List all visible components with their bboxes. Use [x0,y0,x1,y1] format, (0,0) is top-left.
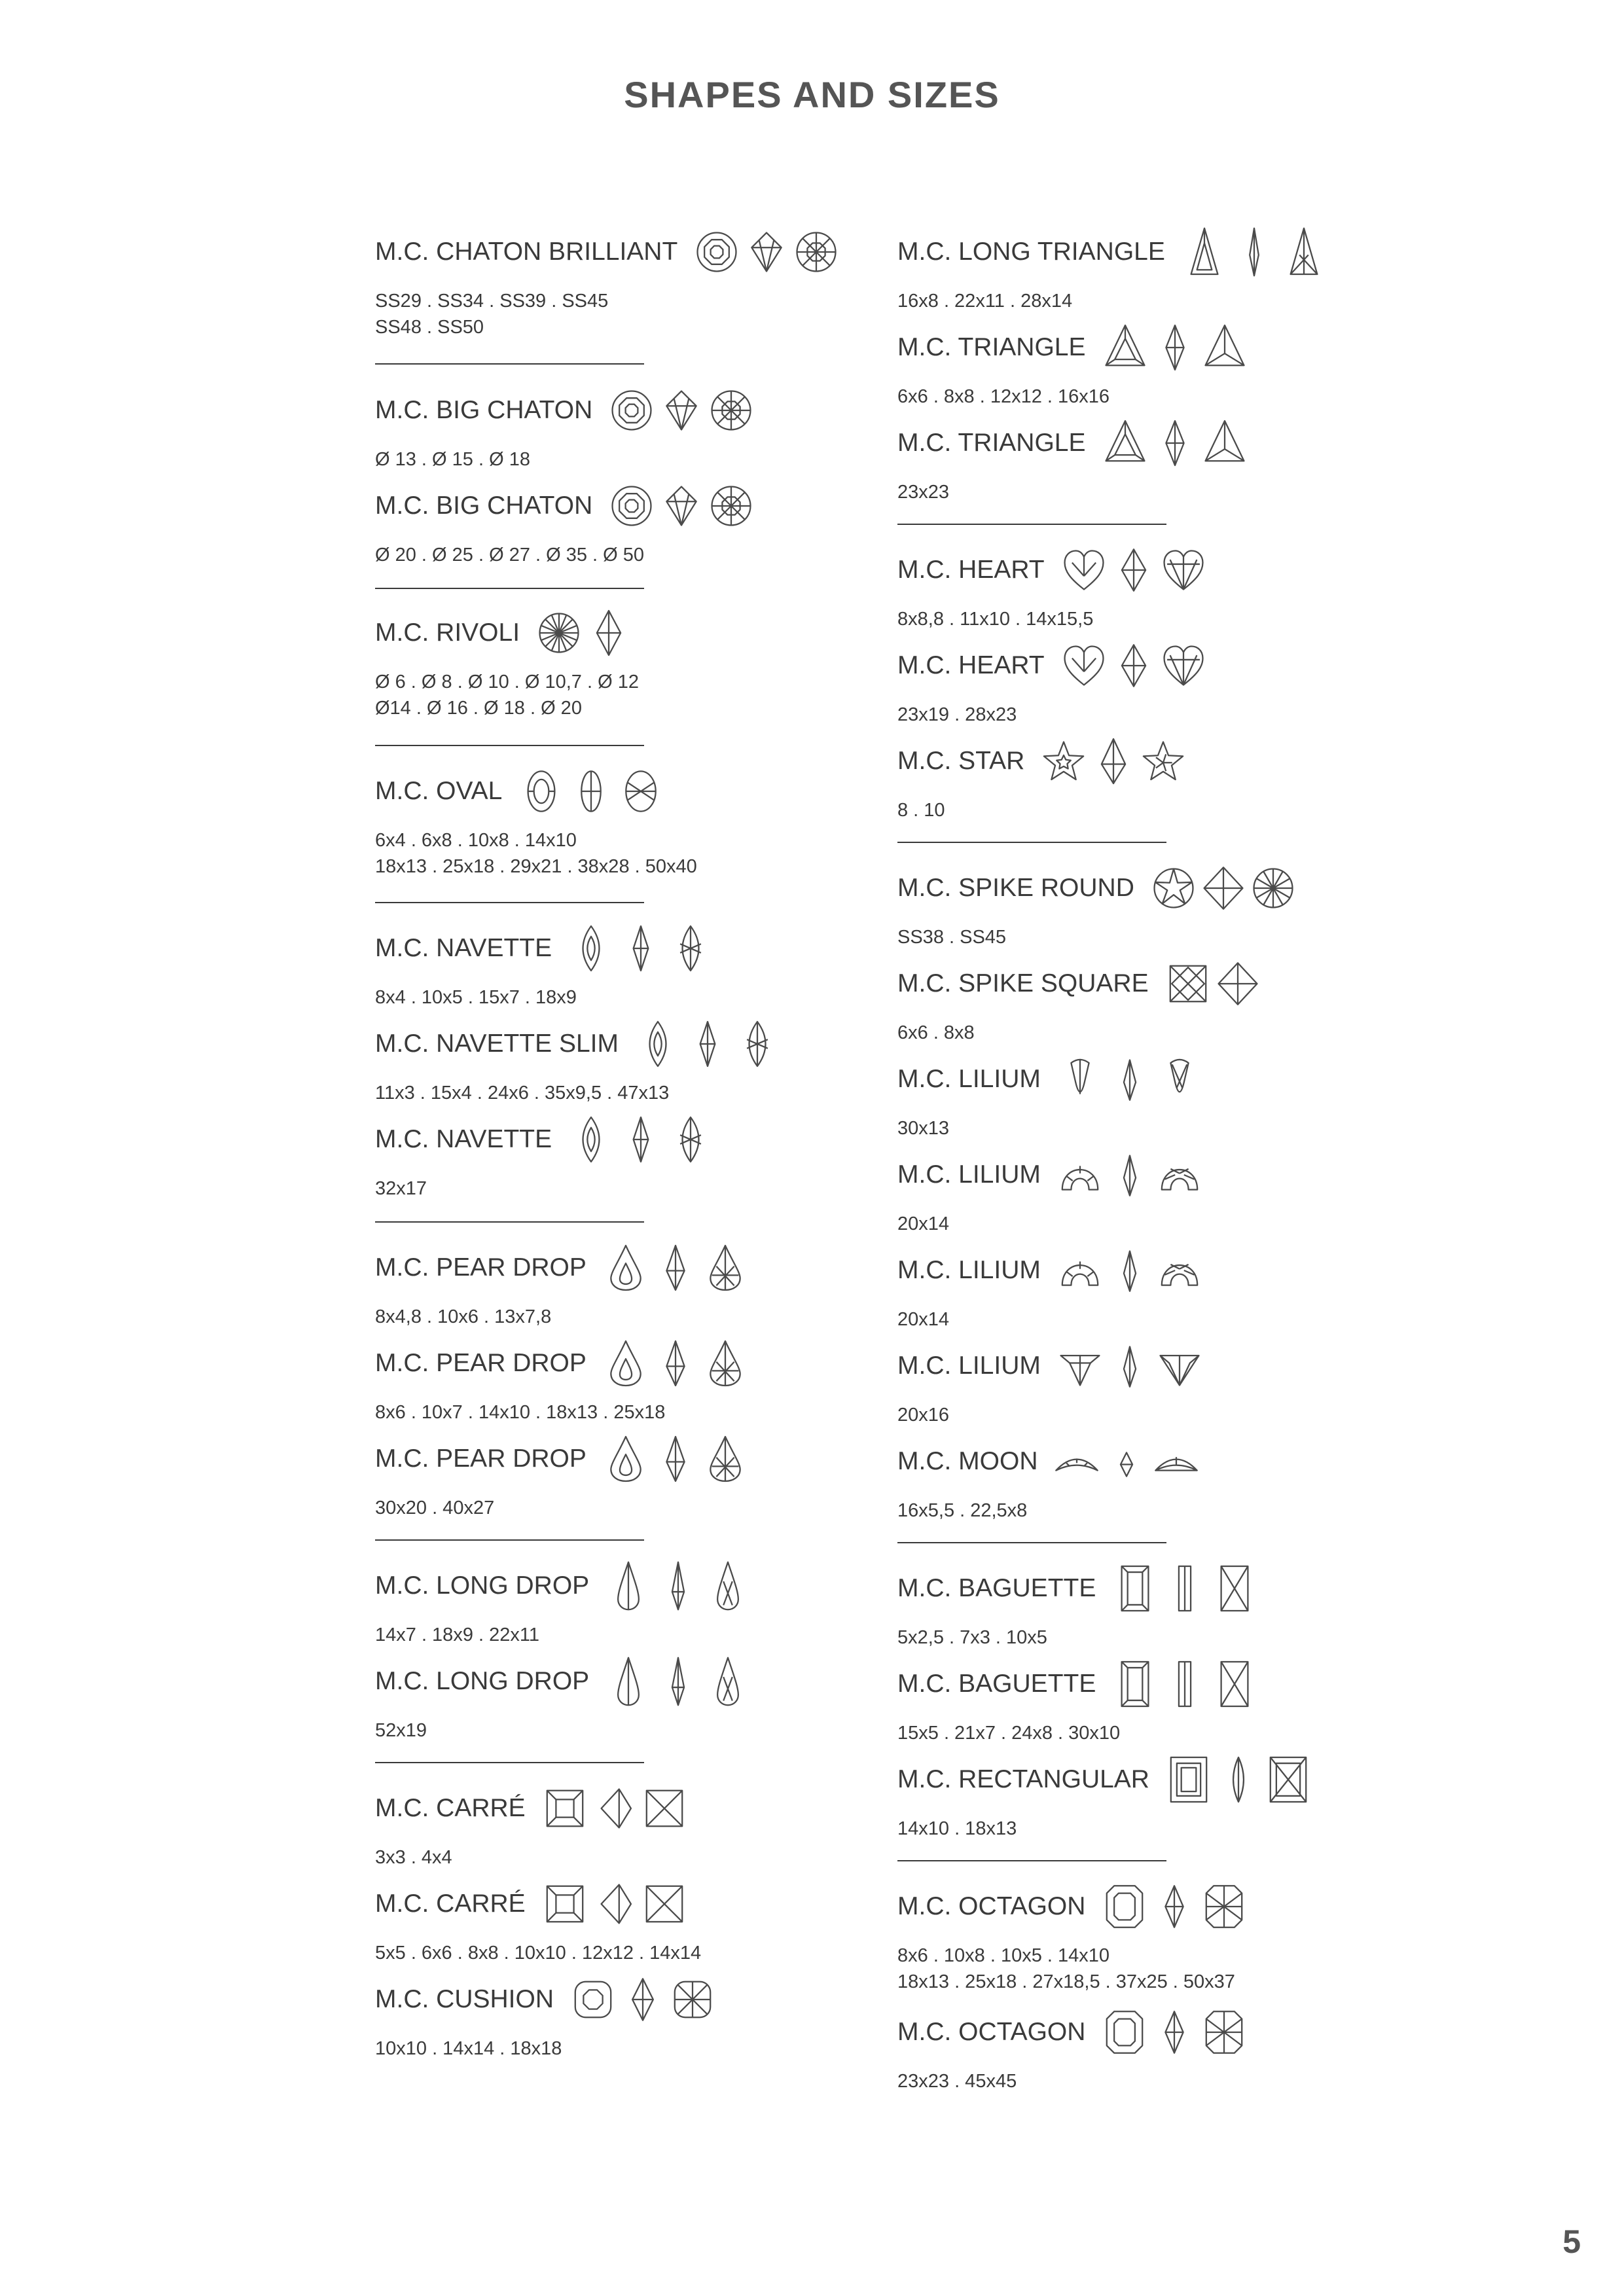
gem-icons [1102,1880,1246,1933]
gem-sizes: 14x10 . 18x13 [897,1818,1017,1839]
spike-side-icon [1201,861,1246,915]
gem-entry-header [897,216,1617,288]
section-divider [897,1860,1166,1861]
round-brilliant-back-icon [709,384,753,437]
lilium-top-icon [1058,1052,1102,1106]
heart-top-icon [1062,543,1106,597]
octagon-back-icon [1202,2005,1246,2059]
long-triangle-top-icon [1182,225,1227,279]
gem-entry [897,948,1617,1046]
pear-back-icon [703,1336,748,1390]
square-back-icon [642,1877,687,1931]
octagon-side-icon [1152,1880,1197,1933]
gem-icons [609,479,753,533]
gem-entry-header [897,1139,1617,1211]
gem-name: M.C. LILIUM [897,1065,1041,1093]
navette-side-icon [619,1113,663,1166]
gem-sizes: 8x4 . 10x5 . 15x7 . 18x9 [375,987,577,1008]
gem-sizes: 8 . 10 [897,800,945,821]
gem-sizes: Ø 13 . Ø 15 . Ø 18 [375,449,530,470]
gem-icons [1055,1435,1199,1488]
arch-back-icon [1157,1148,1202,1202]
gem-sizes: 5x5 . 6x6 . 8x8 . 10x10 . 12x12 . 14x14 [375,1943,702,1964]
navette-back-icon [735,1017,780,1071]
gem-sizes: 14x7 . 18x9 . 22x11 [375,1624,539,1645]
triangle-top-icon [1103,416,1147,470]
gem-sizes: Ø 6 . Ø 8 . Ø 10 . Ø 10,7 . Ø 12 Ø14 . Ø 16 . Ø 18 . Ø 20 [375,672,639,719]
section-divider [375,1221,644,1223]
section-divider [375,588,644,589]
round-brilliant-back-icon [794,225,839,279]
gem-name: M.C. CUSHION [375,1985,554,2013]
gem-sizes: 20x14 [897,1213,950,1234]
section-divider [897,524,1166,525]
pear-side-icon [653,1241,698,1295]
gem-entry [897,1996,1617,2094]
triangle-top-icon [1103,321,1147,374]
rectangle-top-icon [1166,1753,1211,1806]
long-drop-top-icon [606,1559,651,1613]
long-drop-top-icon [606,1655,651,1708]
gem-sizes: 15x5 . 21x7 . 24x8 . 30x10 [897,1723,1121,1744]
gem-icons [1058,1339,1202,1393]
chaton-side-icon [659,479,704,533]
lilium-v-back-icon [1157,1339,1202,1393]
lilium-back-icon [1157,1052,1202,1106]
navette-side-icon [619,922,663,975]
baguette-side-icon [1163,1657,1207,1711]
gem-entry [897,1648,1617,1746]
gem-entry-header [897,1234,1617,1306]
gem-icons [1062,639,1206,692]
section-divider [375,1762,644,1763]
gem-entry [897,1139,1617,1237]
gem-sizes: 6x6 . 8x8 . 12x12 . 16x16 [897,386,1110,407]
square-top-icon [543,1782,587,1835]
lilium-side-icon [1108,1052,1152,1106]
cushion-top-icon [571,1973,615,2026]
pear-back-icon [703,1241,748,1295]
oval-top-icon [519,764,564,818]
heart-top-icon [1062,639,1106,692]
gem-entry-header [897,1043,1617,1115]
gem-sizes: 8x6 . 10x8 . 10x5 . 14x10 18x13 . 25x18 . 27x18,5 . 37x25 . 50x37 [897,1945,1235,1992]
gem-entry-header [897,1871,1617,1943]
gem-entry [897,1330,1617,1428]
gem-icons [1062,543,1206,597]
lilium-side-icon [1108,1339,1152,1393]
spike-round-top-icon [1151,861,1196,915]
gem-entry [897,1871,1617,1995]
navette-back-icon [668,922,713,975]
gem-icons [1058,1244,1202,1297]
gem-icons [1166,1753,1310,1806]
pear-back-icon [703,1432,748,1486]
gem-name: M.C. LILIUM [897,1256,1041,1284]
gem-name: M.C. TRIANGLE [897,333,1086,361]
cushion-back-icon [670,1973,715,2026]
star-back-icon [1141,734,1185,788]
gem-name: M.C. MOON [897,1447,1038,1475]
gem-name: M.C. BIG CHATON [375,492,593,520]
navette-back-icon [668,1113,713,1166]
triangle-back-icon [1202,321,1247,374]
gem-name: M.C. CARRÉ [375,1890,526,1918]
cushion-side-icon [621,1973,665,2026]
gem-name: M.C. SPIKE SQUARE [897,969,1149,997]
gem-icons [606,1655,750,1708]
gem-entry [897,1043,1617,1141]
gem-icons [606,1559,750,1613]
gem-sizes: 30x13 [897,1118,950,1139]
section-divider [897,1542,1166,1543]
gem-name: M.C. OCTAGON [897,2018,1086,2046]
baguette-top-icon [1113,1562,1157,1615]
gem-sizes: Ø 20 . Ø 25 . Ø 27 . Ø 35 . Ø 50 [375,545,645,565]
gem-icons [543,1877,687,1931]
pear-top-icon [604,1336,648,1390]
gem-name: M.C. NAVETTE [375,1125,552,1153]
baguette-back-icon [1212,1657,1257,1711]
lilium-side-icon [1108,1244,1152,1297]
gem-name: M.C. PEAR DROP [375,1444,586,1473]
gem-icons [636,1017,780,1071]
arch-back-icon [1157,1244,1202,1297]
gem-sizes: 20x16 [897,1405,950,1426]
gem-icons [571,1973,715,2026]
gem-entry [897,1744,1617,1842]
moon-side-icon [1104,1435,1149,1488]
gem-icons [1113,1657,1257,1711]
long-drop-back-icon [706,1559,750,1613]
gem-sizes: 8x6 . 10x7 . 14x10 . 18x13 . 25x18 [375,1402,666,1423]
gem-entry [897,852,1617,950]
gem-name: M.C. NAVETTE SLIM [375,1030,619,1058]
gem-sizes: 10x10 . 14x14 . 18x18 [375,2038,562,2059]
chaton-side-icon [659,384,704,437]
gem-name: M.C. CARRÉ [375,1794,526,1822]
page-title: SHAPES AND SIZES [624,74,1000,115]
gem-entry [897,1552,1617,1651]
section-divider [375,745,644,746]
rivoli-side-icon [586,606,631,660]
gem-icons [604,1241,748,1295]
gem-name: M.C. LILIUM [897,1352,1041,1380]
long-triangle-side-icon [1232,225,1276,279]
gem-name: M.C. OCTAGON [897,1892,1086,1920]
gem-icons [1058,1148,1202,1202]
gem-icons [569,1113,713,1166]
gem-entry-header [897,1426,1617,1498]
section-divider [375,363,644,365]
gem-sizes: 6x4 . 6x8 . 10x8 . 14x10 18x13 . 25x18 . 29x21 . 38x28 . 50x40 [375,830,697,877]
gem-name: M.C. LONG DROP [375,1667,590,1695]
gem-entry-header [897,1552,1617,1624]
gem-icons [604,1336,748,1390]
gem-entry [897,630,1617,728]
gem-sizes: 16x8 . 22x11 . 28x14 [897,291,1073,312]
gem-entry [897,407,1617,505]
gem-sizes: 5x2,5 . 7x3 . 10x5 [897,1627,1047,1648]
gem-name: M.C. CHATON BRILLIANT [375,238,678,266]
gem-entry [897,312,1617,410]
gem-name: M.C. PEAR DROP [375,1349,586,1377]
moon-back-icon [1154,1435,1199,1488]
lilium-side-icon [1108,1148,1152,1202]
gem-icons [1113,1562,1257,1615]
navette-top-icon [636,1017,680,1071]
gem-icons [1103,416,1247,470]
triangle-side-icon [1153,321,1197,374]
gem-name: M.C. RECTANGULAR [897,1765,1149,1793]
round-brilliant-top-icon [695,225,739,279]
pear-top-icon [604,1241,648,1295]
gem-sizes: 23x23 . 45x45 [897,2071,1017,2092]
round-brilliant-back-icon [709,479,753,533]
gem-sizes: 32x17 [375,1178,427,1199]
gem-icons [1102,2005,1246,2059]
gem-entry-header [897,725,1617,797]
gem-sizes: SS38 . SS45 [897,927,1007,948]
navette-top-icon [569,922,613,975]
gem-sizes: 23x19 . 28x23 [897,704,1017,725]
octagon-top-icon [1102,1880,1147,1933]
gem-icons [1151,861,1295,915]
gem-entry-header [897,852,1617,924]
gem-name: M.C. TRIANGLE [897,429,1086,457]
rivoli-top-icon [537,606,581,660]
triangle-side-icon [1153,416,1197,470]
square-top-icon [543,1877,587,1931]
gem-sizes: 11x3 . 15x4 . 24x6 . 35x9,5 . 47x13 [375,1083,670,1103]
spike-square-top-icon [1166,957,1210,1011]
spike-round-back-icon [1251,861,1295,915]
lilium-v-top-icon [1058,1339,1102,1393]
gem-entry-header [897,534,1617,606]
baguette-side-icon [1163,1562,1207,1615]
gem-name: M.C. LONG DROP [375,1571,590,1600]
gem-name: M.C. BAGUETTE [897,1574,1096,1602]
gem-icons [1182,225,1326,279]
baguette-top-icon [1113,1657,1157,1711]
gem-entry [897,1234,1617,1333]
gem-sizes: 3x3 . 4x4 [375,1847,452,1868]
gem-entry-header [897,407,1617,479]
gem-name: M.C. NAVETTE [375,934,552,962]
round-brilliant-top-icon [609,479,654,533]
navette-side-icon [685,1017,730,1071]
gem-sizes: 20x14 [897,1309,950,1330]
gem-name: M.C. OVAL [375,777,503,805]
heart-side-icon [1111,639,1156,692]
gem-icons [609,384,753,437]
baguette-back-icon [1212,1562,1257,1615]
gem-entry-header [897,948,1617,1020]
gem-icons [1103,321,1247,374]
heart-back-icon [1161,543,1206,597]
heart-back-icon [1161,639,1206,692]
long-drop-back-icon [706,1655,750,1708]
gem-name: M.C. HEART [897,556,1045,584]
gem-name: M.C. BIG CHATON [375,396,593,424]
gem-icons [695,225,839,279]
navette-top-icon [569,1113,613,1166]
long-drop-side-icon [656,1559,700,1613]
octagon-side-icon [1152,2005,1197,2059]
gem-name: M.C. RIVOLI [375,619,520,647]
gem-icons [1166,957,1260,1011]
gem-name: M.C. LILIUM [897,1160,1041,1189]
page-number: 5 [1562,2223,1581,2260]
gem-sizes: 23x23 [897,482,950,503]
gem-icons [519,764,663,818]
gem-sizes: 16x5,5 . 22,5x8 [897,1500,1028,1521]
arch-top-icon [1058,1148,1102,1202]
gem-sizes: 8x4,8 . 10x6 . 13x7,8 [375,1306,552,1327]
gem-sizes: SS29 . SS34 . SS39 . SS45 SS48 . SS50 [375,291,609,338]
star-top-icon [1041,734,1086,788]
heart-side-icon [1111,543,1156,597]
section-divider [897,842,1166,843]
section-divider [375,902,644,903]
star-side-icon [1091,734,1136,788]
arch-top-icon [1058,1244,1102,1297]
gem-name: M.C. SPIKE ROUND [897,874,1134,902]
gem-icons [543,1782,687,1835]
rectangle-side-icon [1216,1753,1261,1806]
gem-sizes: 8x8,8 . 11x10 . 14x15,5 [897,609,1094,630]
pear-side-icon [653,1432,698,1486]
gem-sizes: 52x19 [375,1720,427,1741]
gem-entry [897,534,1617,632]
gem-entry-header [897,1996,1617,2068]
triangle-back-icon [1202,416,1247,470]
gem-icons [537,606,631,660]
gem-entry [897,216,1617,314]
chaton-side-icon [744,225,789,279]
gem-sizes: 6x6 . 8x8 [897,1022,975,1043]
gem-name: M.C. PEAR DROP [375,1253,586,1282]
gem-entry-header [897,1744,1617,1816]
square-back-icon [642,1782,687,1835]
gem-icons [604,1432,748,1486]
gem-icons [569,922,713,975]
section-divider [375,1539,644,1541]
pear-top-icon [604,1432,648,1486]
octagon-top-icon [1102,2005,1147,2059]
square-side-icon [592,1877,637,1931]
gem-entry-header [897,1648,1617,1720]
octagon-back-icon [1202,1880,1246,1933]
gem-icons [1058,1052,1202,1106]
square-side-icon [592,1782,637,1835]
gem-name: M.C. LONG TRIANGLE [897,238,1165,266]
long-drop-side-icon [656,1655,700,1708]
spike-side-icon [1216,957,1260,1011]
gem-name: M.C. STAR [897,747,1025,775]
oval-side-icon [569,764,613,818]
gem-entry-header [897,630,1617,702]
gem-name: M.C. BAGUETTE [897,1670,1096,1698]
gem-entry-header [897,1330,1617,1402]
oval-back-icon [619,764,663,818]
gem-name: M.C. HEART [897,651,1045,679]
rectangle-back-icon [1266,1753,1310,1806]
round-brilliant-top-icon [609,384,654,437]
gem-entry [897,725,1617,823]
gem-sizes: 30x20 . 40x27 [375,1498,495,1518]
long-triangle-back-icon [1282,225,1326,279]
gem-entry-header [897,312,1617,384]
gem-entry [897,1426,1617,1524]
pear-side-icon [653,1336,698,1390]
gem-icons [1041,734,1185,788]
moon-top-icon [1055,1435,1099,1488]
